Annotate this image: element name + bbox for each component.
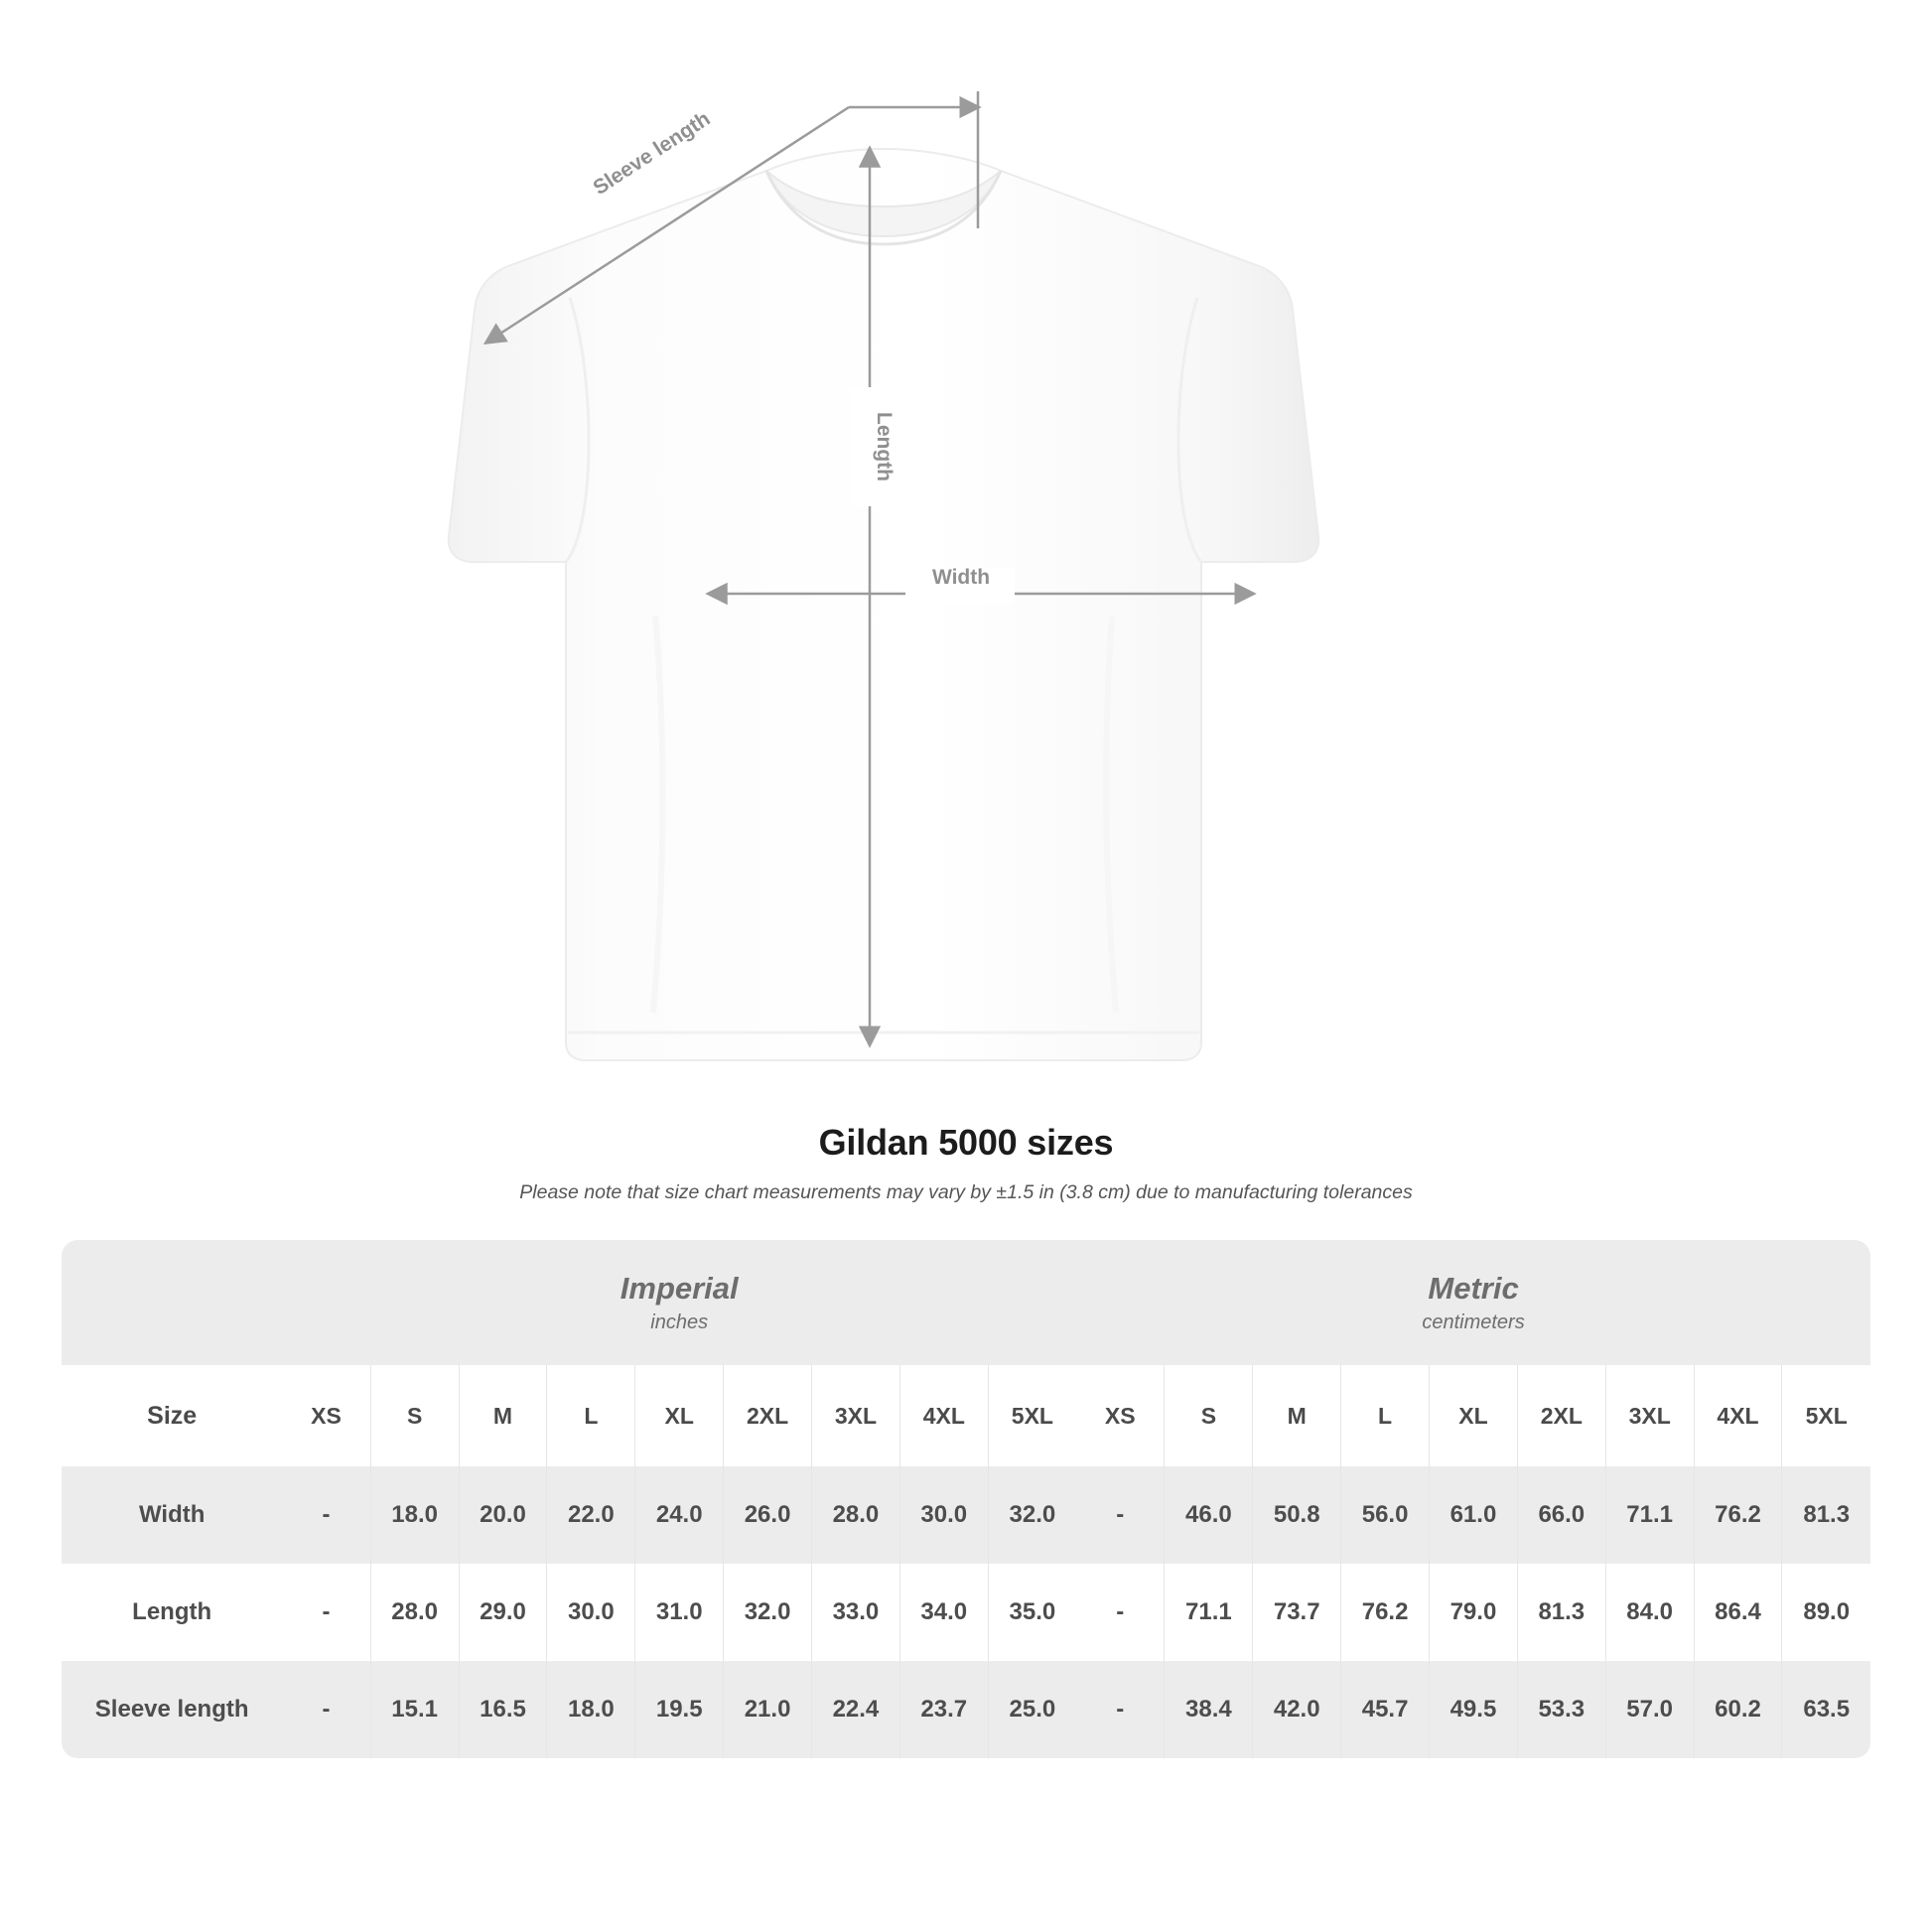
size-header-metric-2xl: 2XL [1517, 1365, 1605, 1466]
title-block [0, 1122, 1932, 1204]
cell-width-metric-l: 56.0 [1341, 1466, 1430, 1564]
cell-width-metric-xl: 61.0 [1430, 1466, 1518, 1564]
tshirt-shape [449, 149, 1319, 1060]
size-header-imperial-s: S [370, 1365, 459, 1466]
cell-width-metric-5xl: 81.3 [1782, 1466, 1870, 1564]
unit-header-row [62, 1240, 1870, 1365]
size-header-metric-3xl: 3XL [1605, 1365, 1694, 1466]
cell-width-metric-s: 46.0 [1165, 1466, 1253, 1564]
size-header-imperial-2xl: 2XL [724, 1365, 812, 1466]
cell-sleeve-imperial-5xl: 25.0 [988, 1661, 1076, 1758]
cell-sleeve-metric-4xl: 60.2 [1694, 1661, 1782, 1758]
cell-length-imperial-m: 29.0 [459, 1564, 547, 1661]
page-title: Gildan 5000 sizes [818, 1122, 1114, 1163]
cell-length-imperial-s: 28.0 [370, 1564, 459, 1661]
cell-sleeve-imperial-s: 15.1 [370, 1661, 459, 1758]
row-label-length: Length [62, 1564, 282, 1661]
size-header-imperial-5xl: 5XL [988, 1365, 1076, 1466]
cell-sleeve-metric-s: 38.4 [1165, 1661, 1253, 1758]
cell-width-imperial-xl: 24.0 [635, 1466, 724, 1564]
cell-width-imperial-l: 22.0 [547, 1466, 635, 1564]
cell-width-imperial-s: 18.0 [370, 1466, 459, 1564]
cell-length-metric-4xl: 86.4 [1694, 1564, 1782, 1661]
size-header-metric-m: M [1253, 1365, 1341, 1466]
size-header-metric-4xl: 4XL [1694, 1365, 1782, 1466]
size-header-imperial-3xl: 3XL [812, 1365, 900, 1466]
size-header-metric-xs: XS [1076, 1365, 1165, 1466]
cell-sleeve-metric-5xl: 63.5 [1782, 1661, 1870, 1758]
size-header-imperial-xs: XS [282, 1365, 370, 1466]
size-header-row [62, 1365, 1870, 1466]
size-header-metric-l: L [1341, 1365, 1430, 1466]
cell-sleeve-imperial-xs: - [282, 1661, 370, 1758]
table-row [62, 1661, 1870, 1758]
unit-name-metric: Metric [1428, 1270, 1519, 1306]
cell-length-metric-2xl: 81.3 [1517, 1564, 1605, 1661]
tolerance-note: Please note that size chart measurements may vary by ±1.5 in (3.8 cm) due to manufacturing tolerances [519, 1181, 1413, 1203]
cell-width-metric-m: 50.8 [1253, 1466, 1341, 1564]
unit-sub-metric: centimeters [1422, 1311, 1525, 1334]
size-header-label: Size [62, 1365, 282, 1466]
cell-width-imperial-m: 20.0 [459, 1466, 547, 1564]
cell-sleeve-metric-3xl: 57.0 [1605, 1661, 1694, 1758]
cell-length-metric-m: 73.7 [1253, 1564, 1341, 1661]
size-header-metric-s: S [1165, 1365, 1253, 1466]
cell-length-imperial-xs: - [282, 1564, 370, 1661]
unit-name-imperial: Imperial [620, 1270, 739, 1306]
cell-width-metric-2xl: 66.0 [1517, 1466, 1605, 1564]
size-header-imperial-xl: XL [635, 1365, 724, 1466]
table-row [62, 1466, 1870, 1564]
cell-length-metric-3xl: 84.0 [1605, 1564, 1694, 1661]
size-header-imperial-m: M [459, 1365, 547, 1466]
cell-length-imperial-l: 30.0 [547, 1564, 635, 1661]
table-corner-cell [62, 1240, 282, 1365]
cell-width-imperial-3xl: 28.0 [812, 1466, 900, 1564]
cell-sleeve-metric-m: 42.0 [1253, 1661, 1341, 1758]
size-table-wrapper [62, 1240, 1870, 1758]
cell-sleeve-imperial-3xl: 22.4 [812, 1661, 900, 1758]
cell-width-imperial-xs: - [282, 1466, 370, 1564]
cell-sleeve-metric-xs: - [1076, 1661, 1165, 1758]
cell-sleeve-imperial-l: 18.0 [547, 1661, 635, 1758]
cell-length-metric-l: 76.2 [1341, 1564, 1430, 1661]
unit-header-imperial [282, 1240, 1076, 1365]
row-label-sleeve-length: Sleeve length [62, 1661, 282, 1758]
cell-sleeve-metric-2xl: 53.3 [1517, 1661, 1605, 1758]
size-header-imperial-l: L [547, 1365, 635, 1466]
size-table [62, 1240, 1870, 1758]
cell-sleeve-imperial-m: 16.5 [459, 1661, 547, 1758]
length-label: Length [873, 412, 896, 482]
cell-length-metric-5xl: 89.0 [1782, 1564, 1870, 1661]
cell-length-imperial-2xl: 32.0 [724, 1564, 812, 1661]
cell-sleeve-metric-l: 45.7 [1341, 1661, 1430, 1758]
width-label: Width [931, 566, 991, 589]
cell-sleeve-imperial-xl: 19.5 [635, 1661, 724, 1758]
cell-sleeve-metric-xl: 49.5 [1430, 1661, 1518, 1758]
cell-width-metric-3xl: 71.1 [1605, 1466, 1694, 1564]
cell-length-metric-xs: - [1076, 1564, 1165, 1661]
cell-width-metric-xs: - [1076, 1466, 1165, 1564]
size-header-metric-xl: XL [1430, 1365, 1518, 1466]
unit-sub-imperial: inches [650, 1311, 709, 1334]
cell-width-imperial-4xl: 30.0 [899, 1466, 988, 1564]
cell-length-imperial-3xl: 33.0 [812, 1564, 900, 1661]
cell-sleeve-imperial-2xl: 21.0 [724, 1661, 812, 1758]
cell-length-metric-xl: 79.0 [1430, 1564, 1518, 1661]
table-row [62, 1564, 1870, 1661]
cell-length-metric-s: 71.1 [1165, 1564, 1253, 1661]
cell-length-imperial-4xl: 34.0 [899, 1564, 988, 1661]
cell-length-imperial-5xl: 35.0 [988, 1564, 1076, 1661]
row-label-width: Width [62, 1466, 282, 1564]
cell-width-metric-4xl: 76.2 [1694, 1466, 1782, 1564]
cell-width-imperial-2xl: 26.0 [724, 1466, 812, 1564]
sleeve-length-label: Sleeve length [589, 107, 715, 201]
size-header-imperial-4xl: 4XL [899, 1365, 988, 1466]
cell-width-imperial-5xl: 32.0 [988, 1466, 1076, 1564]
unit-header-metric [1076, 1240, 1870, 1365]
cell-sleeve-imperial-4xl: 23.7 [899, 1661, 988, 1758]
size-header-metric-5xl: 5XL [1782, 1365, 1870, 1466]
cell-length-imperial-xl: 31.0 [635, 1564, 724, 1661]
